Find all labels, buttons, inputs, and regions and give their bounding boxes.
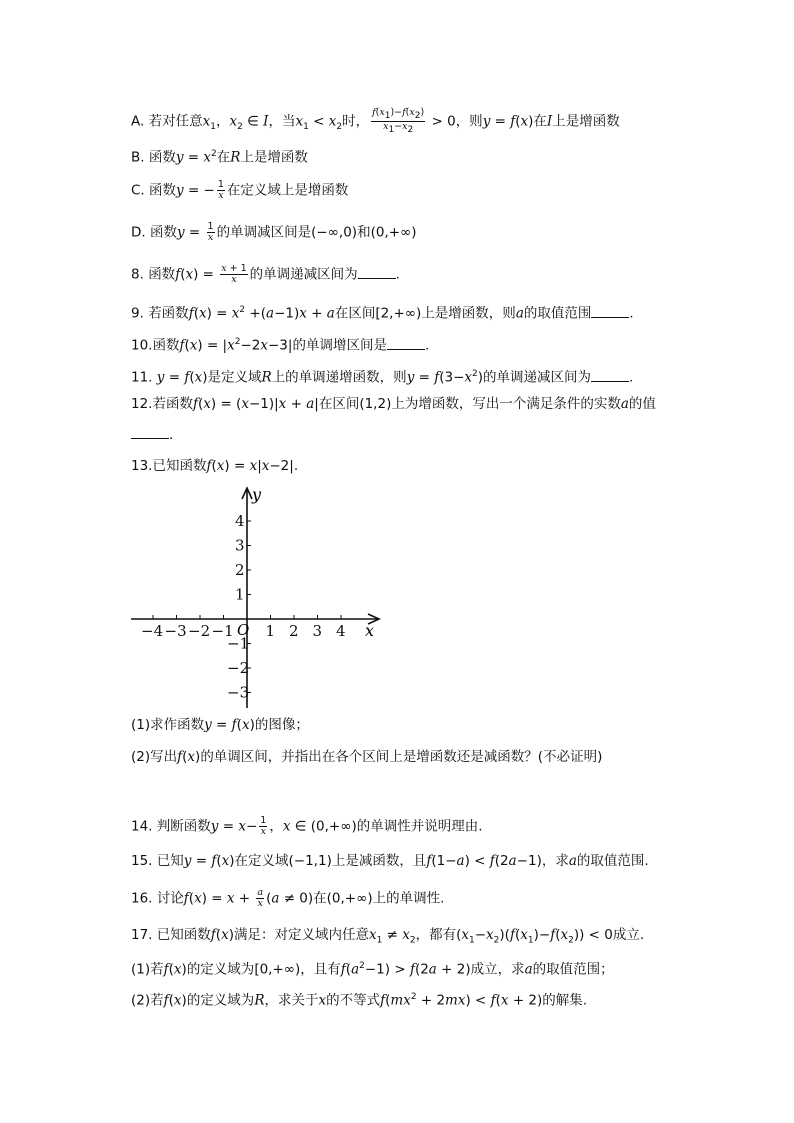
option-a: A. 若对任意$x_1$，$x_2$ ∈ I，当$x_1 < x_2$时， $\frac{f(x_1)-f(x_2)}{x_1-x_2}$ > 0，则y = f(x)在I上是增函数 [131,107,620,135]
question-13: 13.已知函数f(x) = x|x−2|. [131,458,299,474]
answer-blank[interactable] [591,305,629,318]
x-tick-label: −2 [188,622,211,640]
x-tick-label: 3 [312,622,323,640]
question-17: 17. 已知函数f(x)满足：对定义域内任意$x_1 \ne x_2$，都有$(x_1-x_2)(f(x_1)-f(x_2)) < 0$成立. [131,927,645,946]
answer-blank[interactable] [591,369,629,382]
question-16: 16. 讨论f(x) = x + $\frac{a}{x}$ (a ≠ 0)在(0,+∞)上的单调性. [131,887,445,909]
y-tick-label: −3 [227,683,250,702]
question-10: 10.函数$f(x) = |x^2-2x-3|$的单调增区间是 . [131,337,430,354]
x-tick-label: −1 [211,622,234,640]
question-8: 8. 函数f(x) = $\frac{x + 1}{x}$ 的单调递减区间为 . [131,263,400,285]
y-tick-label: 1 [235,585,245,604]
question-14: 14. 判断函数y = x− $\frac{1}{x}$ ，x ∈ (0,+∞)的单调性并说明理由. [131,815,483,837]
question-13-part-1: (1)求作函数y = f(x)的图像； [131,717,309,733]
coordinate-axes [126,484,388,712]
y-axis-label: y [252,485,262,504]
answer-blank[interactable] [131,426,169,439]
y-tick-label: 2 [235,561,245,579]
option-d: D. 函数y = $\frac{1}{x}$ 的单调减区间是(−∞,0)和(0,+∞) [131,221,417,243]
x-tick-label: −4 [141,622,164,640]
question-17-part-1: (1)若f(x)的定义域为[0,+∞)，且有$f(a^2-1) > f(2a + 2)$成立，求a的取值范围； [131,961,614,978]
y-tick-label: −1 [227,634,250,653]
question-9: 9. 若函数$f(x) = x^2 +(a-1)x + a$在区间[2,+∞)上是增函数，则a的取值范围 . [131,305,634,322]
y-tick-label: 3 [235,536,245,555]
x-axis-label: x [365,621,375,640]
fraction: $\frac{f(x_1)-f(x_2)}{x_1-x_2}$ [372,107,425,135]
option-c: C. 函数y = − $\frac{1}{x}$ 在定义域上是增函数 [131,179,349,201]
question-17-part-2: (2)若f(x)的定义域为R，求关于x的不等式$f(mx^2 + 2mx) < f(x + 2)$的解集. [131,992,588,1009]
x-tick-label: 1 [265,622,276,640]
question-12: 12.若函数f(x) = (x−1)|x + a|在区间(1,2)上为增函数，写出一个满足条件的实数a的值 [131,396,656,412]
question-11: 11. y = f(x)是定义域R上的单调递增函数，则$y = f(3-x^2)$的单调递减区间为 . [131,369,634,386]
question-12-continued: . [131,426,173,444]
answer-blank[interactable] [358,266,396,279]
x-tick-label: 2 [289,622,299,640]
question-15: 15. 已知y = f(x)在定义域(−1,1)上是减函数，且f(1−a) < f(2a−1)，求a的取值范围. [131,853,649,869]
y-tick-label: 4 [235,512,245,530]
y-tick-label: −2 [227,659,250,677]
answer-blank[interactable] [387,337,425,350]
question-13-part-2: (2)写出f(x)的单调区间，并指出在各个区间上是增函数还是减函数？(不必证明) [131,749,603,765]
option-b: B. 函数$y = x^2$在R上是增函数 [131,149,308,166]
x-tick-label: −3 [164,622,187,640]
x-tick-label: 4 [336,622,346,640]
origin-label: O [237,621,250,639]
